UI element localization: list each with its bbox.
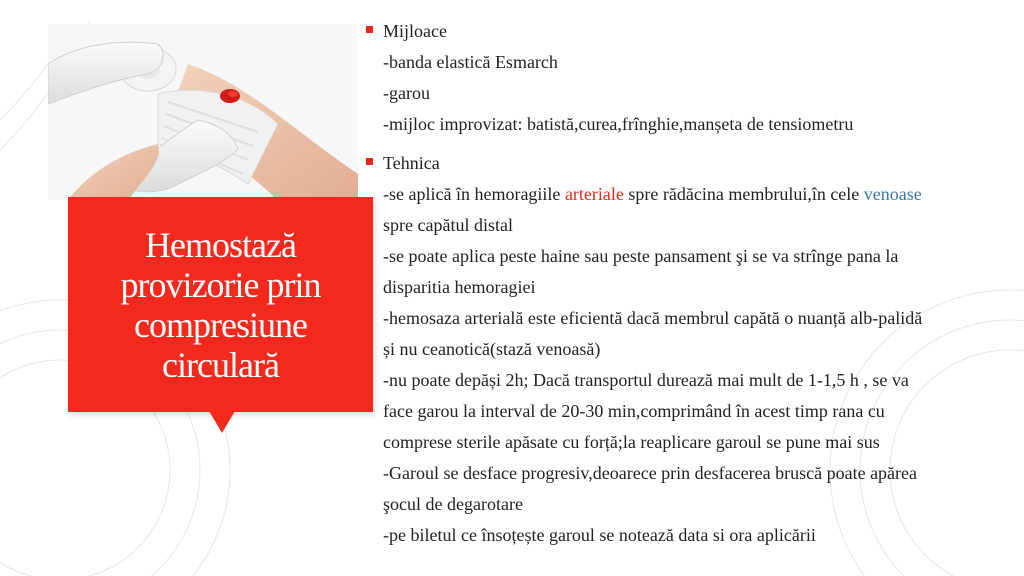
list-item: comprese sterile apăsate cu forță;la reaplicare garoul se pune mai sus — [383, 432, 880, 452]
text-segment: -se aplică în hemoragiile — [383, 184, 565, 204]
title-line: provizorie prin — [120, 264, 321, 305]
text-segment: spre rădăcina membrului,în cele — [623, 184, 864, 204]
slide-content — [362, 16, 1024, 551]
title-line: compresiune — [134, 304, 307, 345]
list-item: -banda elastică Esmarch — [383, 52, 558, 72]
square-bullet-icon — [366, 158, 373, 165]
bandaging-arm-photo-icon — [48, 24, 358, 200]
highlight-venoase: venoase — [863, 184, 922, 204]
list-item: -hemosaza arterială este eficientă dacă membrul capătă o nuanță alb-palidă — [383, 308, 923, 328]
title-line: circulară — [162, 344, 279, 385]
list-item: spre capătul distal — [383, 215, 513, 235]
list-item: -Garoul se desface progresiv,deoarece prin desfacerea bruscă poate apărea — [383, 463, 918, 483]
list-item: disparitia hemoragiei — [383, 277, 536, 297]
list-item — [383, 179, 1024, 210]
list-item: -pe biletul ce însoțește garoul se notează data si ora aplicării — [383, 525, 816, 545]
list-item: -garou — [383, 83, 430, 103]
title-pointer-arrow — [209, 411, 235, 433]
section-heading: Mijloace — [383, 21, 447, 41]
title-line: Hemostază — [145, 224, 296, 265]
title-box — [68, 197, 373, 412]
slide-title — [101, 225, 341, 385]
list-item: și nu ceanotică(stază venoasă) — [383, 339, 601, 359]
list-item: face garou la interval de 20-30 min,comprimând în acest timp rana cu — [383, 401, 885, 421]
list-item: -mijloc improvizat: batistă,curea,frînghie,manșeta de tensiometru — [383, 114, 854, 134]
section-tehnica — [362, 148, 1024, 551]
list-item: -nu poate depăși 2h; Dacă transportul durează mai mult de 1-1,5 h , se va — [383, 370, 909, 390]
list-item: -se poate aplica peste haine sau peste pansament şi se va strînge pana la — [383, 246, 899, 266]
highlight-arteriale: arteriale — [564, 184, 624, 204]
bandage-photo — [48, 24, 358, 200]
square-bullet-icon — [366, 26, 373, 33]
section-heading: Tehnica — [383, 153, 440, 173]
section-mijloace — [362, 16, 1024, 140]
list-item: şocul de degarotare — [383, 494, 523, 514]
